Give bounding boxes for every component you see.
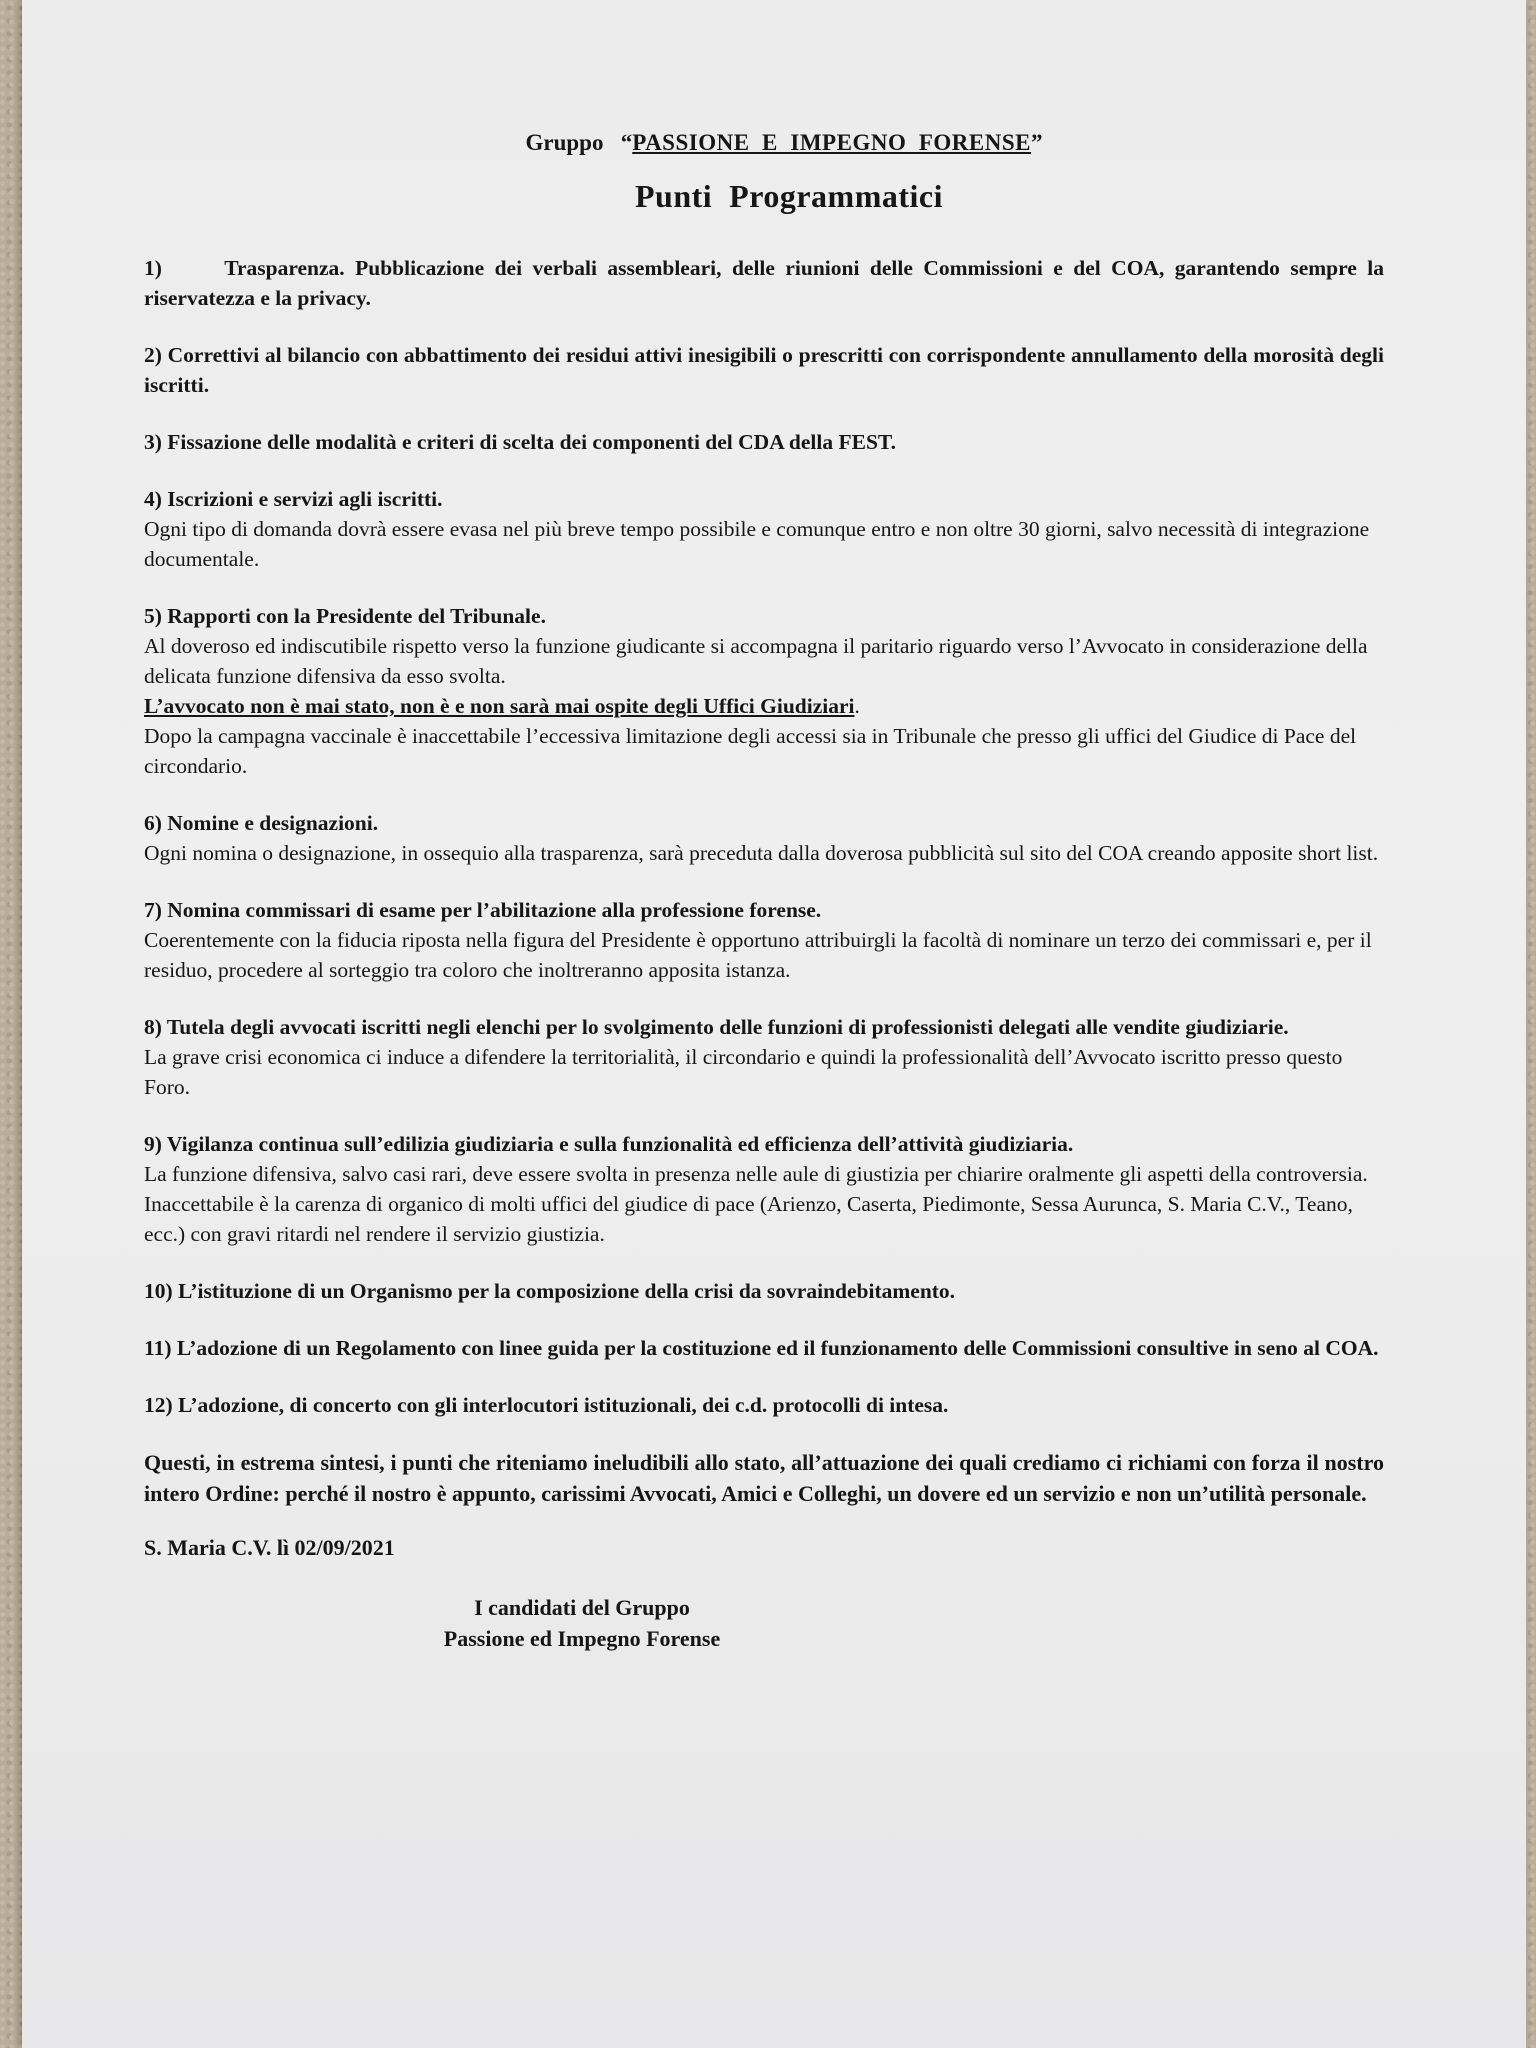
header-close-quote: ” bbox=[1030, 130, 1043, 155]
document-body bbox=[144, 130, 1390, 1561]
header-open-quote: “ bbox=[620, 130, 633, 155]
page-title: Punti Programmatici bbox=[634, 178, 943, 214]
point-body: Al doveroso ed indiscutibile rispetto verso la funzione giudicante si accompagna il paritario riguardo verso l’Avvocato in considerazione della delicata funzione difensiva da esso svolta. bbox=[144, 634, 1368, 688]
point-3 bbox=[144, 427, 1384, 457]
group-header bbox=[184, 130, 1384, 156]
point-body: Coerentemente con la fiducia riposta nella figura del Presidente è opportuno attribuirgli la facoltà di nominare un terzo dei commissari e, per il residuo, procedere al sorteggio tra coloro che inoltreranno apposita istanza. bbox=[144, 928, 1372, 982]
point-heading: 2) Correttivi al bilancio con abbattimento dei residui attivi inesigibili o prescritti con corrispondente annullamento della morosità degli iscritti. bbox=[144, 343, 1384, 397]
point-heading: 1) Trasparenza. Pubblicazione dei verbali assembleari, delle riunioni delle Commissioni e del COA, garantendo sempre la riservatezza e la privacy. bbox=[144, 256, 1390, 310]
point-heading: 12) L’adozione, di concerto con gli interlocutori istituzionali, dei c.d. protocolli di intesa. bbox=[144, 1393, 949, 1417]
point-body-2: Inaccettabile è la carenza di organico di molti uffici del giudice di pace (Arienzo, Caserta, Piedimonte, Sessa Aurunca, S. Maria C.V., Teano, ecc.) con gravi ritardi nel rendere il servizio giustizia. bbox=[144, 1192, 1353, 1246]
point-10 bbox=[144, 1276, 1384, 1306]
point-heading: 4) Iscrizioni e servizi agli iscritti. bbox=[144, 487, 443, 511]
point-8 bbox=[144, 1012, 1384, 1102]
point-heading: 10) L’istituzione di un Organismo per la composizione della crisi da sovraindebitamento. bbox=[144, 1279, 956, 1303]
point-1 bbox=[144, 253, 1390, 313]
point-6 bbox=[144, 808, 1384, 868]
point-9 bbox=[144, 1129, 1384, 1249]
point-emphasis-end: . bbox=[854, 694, 860, 718]
point-heading: 3) Fissazione delle modalità e criteri di scelta dei componenti del CDA della FEST. bbox=[144, 430, 897, 454]
point-7 bbox=[144, 895, 1384, 985]
point-body: La funzione difensiva, salvo casi rari, deve essere svolta in presenza nelle aule di giustizia per chiarire oralmente gli aspetti della controversia. bbox=[144, 1162, 1368, 1186]
point-2 bbox=[144, 340, 1384, 400]
closing-statement: Questi, in estrema sintesi, i punti che riteniamo ineludibili allo stato, all’attuazione dei quali crediamo ci richiami con forza il nostro intero Ordine: perché il nostro è appunto, carissimi Avvocati, Amici e Colleghi, un dovere ed un servizio e non un’utilità personale. bbox=[144, 1450, 1384, 1506]
point-body-2: Dopo la campagna vaccinale è inaccettabile l’eccessiva limitazione degli accessi sia in Tribunale che presso gli uffici del Giudice di Pace del circondario. bbox=[144, 724, 1357, 778]
point-12 bbox=[144, 1390, 1384, 1420]
signature-line-1: I candidati del Gruppo bbox=[474, 1595, 690, 1620]
point-5 bbox=[144, 601, 1384, 781]
point-heading: 5) Rapporti con la Presidente del Tribunale. bbox=[144, 604, 546, 628]
point-body: Ogni nomina o designazione, in ossequio alla trasparenza, sarà preceduta dalla doverosa pubblicità sul sito del COA creando apposite short list. bbox=[144, 841, 1379, 865]
point-heading: 9) Vigilanza continua sull’edilizia giudiziaria e sulla funzionalità ed efficienza dell’attività giudiziaria. bbox=[144, 1132, 1074, 1156]
point-heading: 11) L’adozione di un Regolamento con linee guida per la costituzione ed il funzionamento delle Commissioni consultive in seno al COA. bbox=[144, 1336, 1379, 1360]
point-11 bbox=[144, 1333, 1384, 1363]
signature-block bbox=[382, 1592, 782, 1654]
document-page bbox=[22, 0, 1526, 2048]
point-heading: 7) Nomina commissari di esame per l’abilitazione alla professione forense. bbox=[144, 898, 822, 922]
header-prefix: Gruppo bbox=[525, 130, 604, 155]
place-date: S. Maria C.V. lì 02/09/2021 bbox=[144, 1535, 395, 1560]
group-name: PASSIONE E IMPEGNO FORENSE bbox=[632, 130, 1031, 155]
point-heading: 8) Tutela degli avvocati iscritti negli elenchi per lo svolgimento delle funzioni di professionisti delegati alle vendite giudiziarie. bbox=[144, 1015, 1289, 1039]
point-emphasis: L’avvocato non è mai stato, non è e non sarà mai ospite degli Uffici Giudiziari bbox=[144, 694, 855, 718]
point-body: Ogni tipo di domanda dovrà essere evasa nel più breve tempo possibile e comunque entro e non oltre 30 giorni, salvo necessità di integrazione documentale. bbox=[144, 517, 1370, 571]
point-4 bbox=[144, 484, 1384, 574]
point-heading: 6) Nomine e designazioni. bbox=[144, 811, 379, 835]
signature-line-2: Passione ed Impegno Forense bbox=[443, 1626, 721, 1651]
point-emphasis-line bbox=[144, 691, 1384, 721]
point-body: La grave crisi economica ci induce a difendere la territorialità, il circondario e quindi la professionalità dell’Avvocato iscritto presso questo Foro. bbox=[144, 1045, 1343, 1099]
